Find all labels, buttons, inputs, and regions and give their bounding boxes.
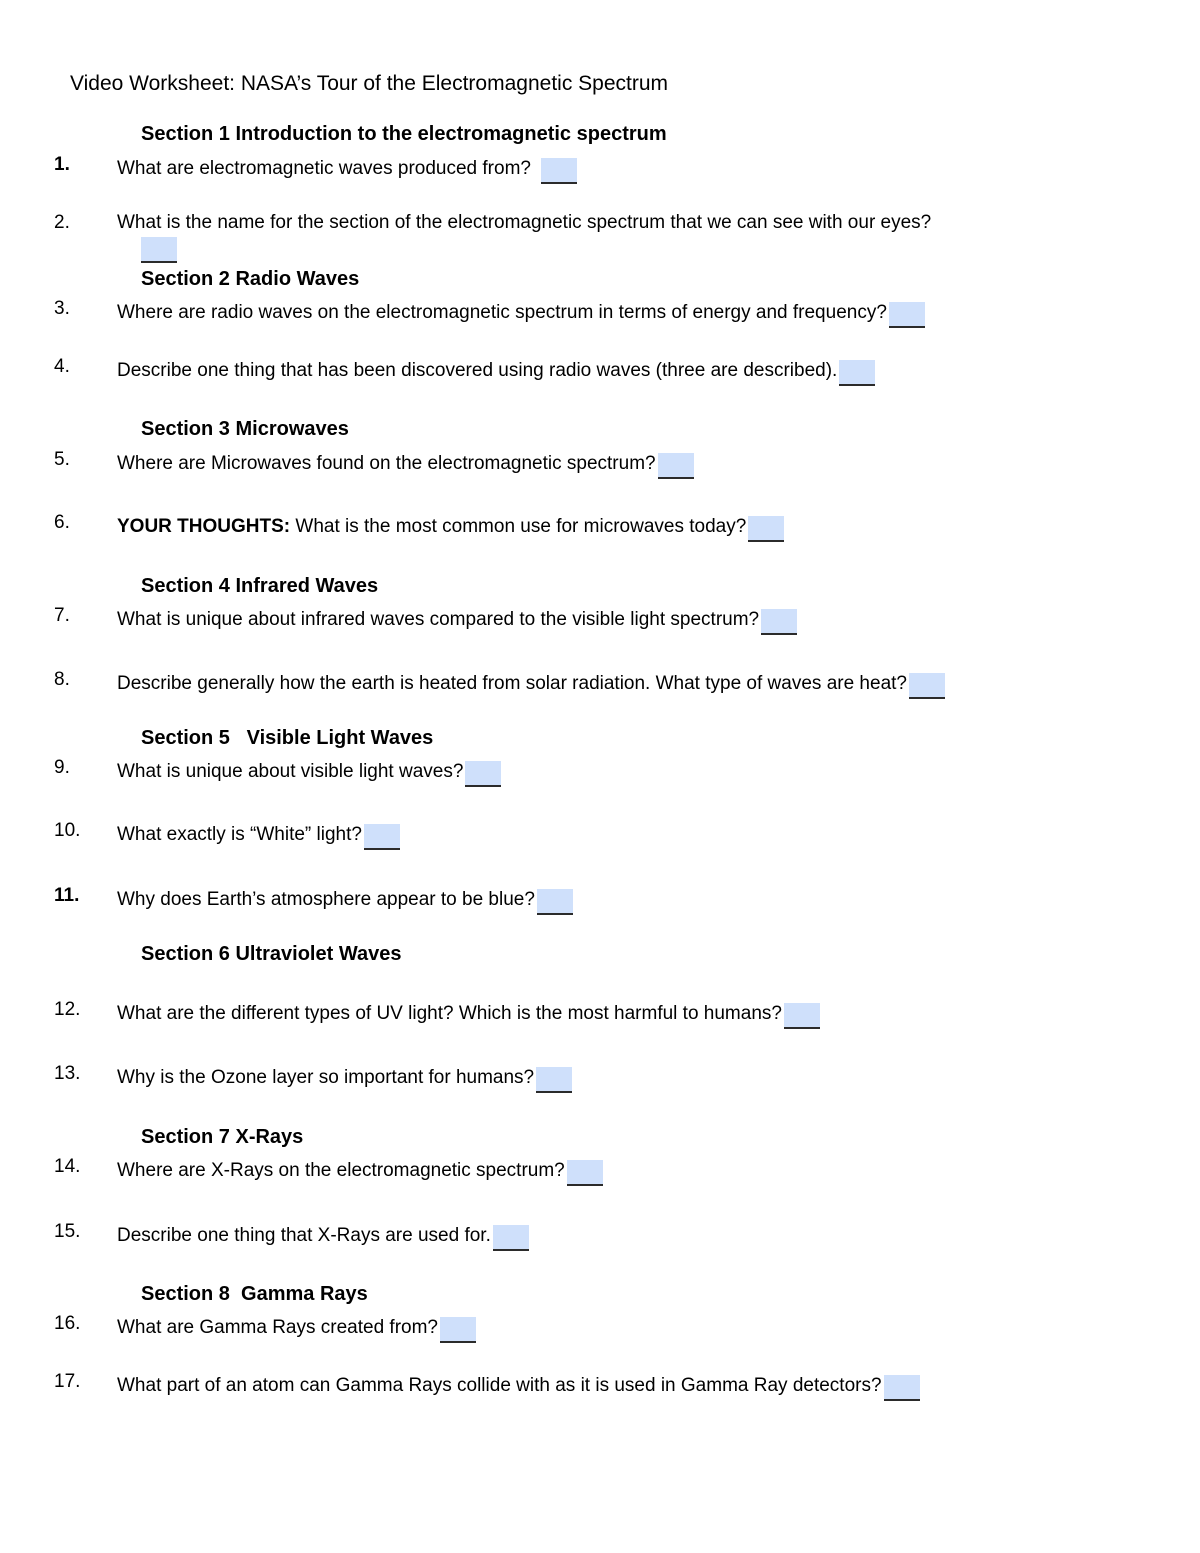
- question-number: 7.: [54, 605, 70, 626]
- question-number: 15.: [54, 1221, 81, 1242]
- question-14: [117, 1156, 603, 1182]
- question-text: Describe one thing that has been discovered using radio waves (three are described).: [117, 360, 838, 381]
- question-text: What are Gamma Rays created from?: [117, 1317, 438, 1338]
- question-10: [117, 820, 400, 846]
- question-text: Where are X-Rays on the electromagnetic spectrum?: [117, 1160, 565, 1181]
- question-number: 6.: [54, 512, 70, 533]
- question-4: [117, 356, 875, 382]
- question-12: [117, 999, 820, 1025]
- worksheet-title: Video Worksheet: NASA’s Tour of the Electromagnetic Spectrum: [70, 72, 669, 95]
- question-15: [117, 1221, 529, 1247]
- answer-field[interactable]: [839, 360, 875, 386]
- question-9: [117, 757, 501, 783]
- answer-field[interactable]: [761, 609, 797, 635]
- answer-field[interactable]: [658, 453, 694, 479]
- answer-field[interactable]: [909, 673, 945, 699]
- answer-field[interactable]: [536, 1067, 572, 1093]
- answer-field[interactable]: [364, 824, 400, 850]
- question-number: 8.: [54, 669, 70, 690]
- question-text: What are the different types of UV light? Which is the most harmful to humans?: [117, 1003, 782, 1024]
- question-13: [117, 1063, 572, 1089]
- question-text: What exactly is “White” light?: [117, 824, 362, 845]
- question-text: Describe generally how the earth is heated from solar radiation. What type of waves are heat?: [117, 673, 907, 694]
- question-number: 14.: [54, 1156, 81, 1177]
- section-heading: Section 7 X-Rays: [141, 1126, 304, 1148]
- question-text: Why does Earth’s atmosphere appear to be blue?: [117, 889, 535, 910]
- section-heading: Section 2 Radio Waves: [141, 268, 360, 290]
- answer-field[interactable]: [748, 516, 784, 542]
- answer-field[interactable]: [541, 158, 577, 184]
- question-number: 1.: [54, 154, 70, 175]
- answer-field[interactable]: [141, 237, 177, 263]
- question-6: [117, 512, 784, 538]
- question-number: 12.: [54, 999, 81, 1020]
- question-3: [117, 298, 925, 324]
- question-number: 10.: [54, 820, 81, 841]
- question-number: 13.: [54, 1063, 81, 1084]
- question-text: Describe one thing that X-Rays are used for.: [117, 1225, 491, 1246]
- question-7: [117, 605, 797, 631]
- question-16: [117, 1313, 476, 1339]
- question-17: [117, 1371, 920, 1397]
- question-text: Where are radio waves on the electromagnetic spectrum in terms of energy and frequency?: [117, 302, 887, 323]
- question-2: [117, 212, 931, 234]
- question-11: [117, 885, 573, 911]
- answer-field[interactable]: [537, 889, 573, 915]
- section-heading: Section 1 Introduction to the electromagnetic spectrum: [141, 123, 667, 145]
- question-number: 11.: [54, 885, 80, 906]
- question-text: What part of an atom can Gamma Rays collide with as it is used in Gamma Ray detectors?: [117, 1375, 882, 1396]
- section-heading: Section 6 Ultraviolet Waves: [141, 943, 402, 965]
- question-8: [117, 669, 945, 695]
- question-text: What is unique about visible light waves?: [117, 761, 464, 782]
- answer-field[interactable]: [440, 1317, 476, 1343]
- question-lead: YOUR THOUGHTS:: [117, 516, 291, 537]
- answer-field[interactable]: [884, 1375, 920, 1401]
- section-heading: Section 3 Microwaves: [141, 418, 349, 440]
- answer-field[interactable]: [567, 1160, 603, 1186]
- answer-field[interactable]: [889, 302, 925, 328]
- question-number: 3.: [54, 298, 70, 319]
- question-text: What is the most common use for microwaves today?: [290, 516, 747, 537]
- section-heading: Section 8 Gamma Rays: [141, 1283, 368, 1305]
- question-text: What is unique about infrared waves compared to the visible light spectrum?: [117, 609, 760, 630]
- answer-field[interactable]: [465, 761, 501, 787]
- question-number: 17.: [54, 1371, 81, 1392]
- question-number: 5.: [54, 449, 70, 470]
- question-number: 2.: [54, 212, 70, 233]
- question-text: What are electromagnetic waves produced from?: [117, 158, 531, 179]
- question-1: [117, 154, 577, 180]
- question-number: 9.: [54, 757, 70, 778]
- question-text: Where are Microwaves found on the electromagnetic spectrum?: [117, 453, 656, 474]
- answer-field[interactable]: [784, 1003, 820, 1029]
- question-5: [117, 449, 694, 475]
- question-number: 4.: [54, 356, 70, 377]
- question-text: Why is the Ozone layer so important for humans?: [117, 1067, 535, 1088]
- question-number: 16.: [54, 1313, 81, 1334]
- answer-field[interactable]: [493, 1225, 529, 1251]
- section-heading: Section 4 Infrared Waves: [141, 575, 379, 597]
- section-heading: Section 5 Visible Light Waves: [141, 727, 434, 749]
- question-text: What is the name for the section of the electromagnetic spectrum that we can see with our eyes?: [117, 212, 932, 233]
